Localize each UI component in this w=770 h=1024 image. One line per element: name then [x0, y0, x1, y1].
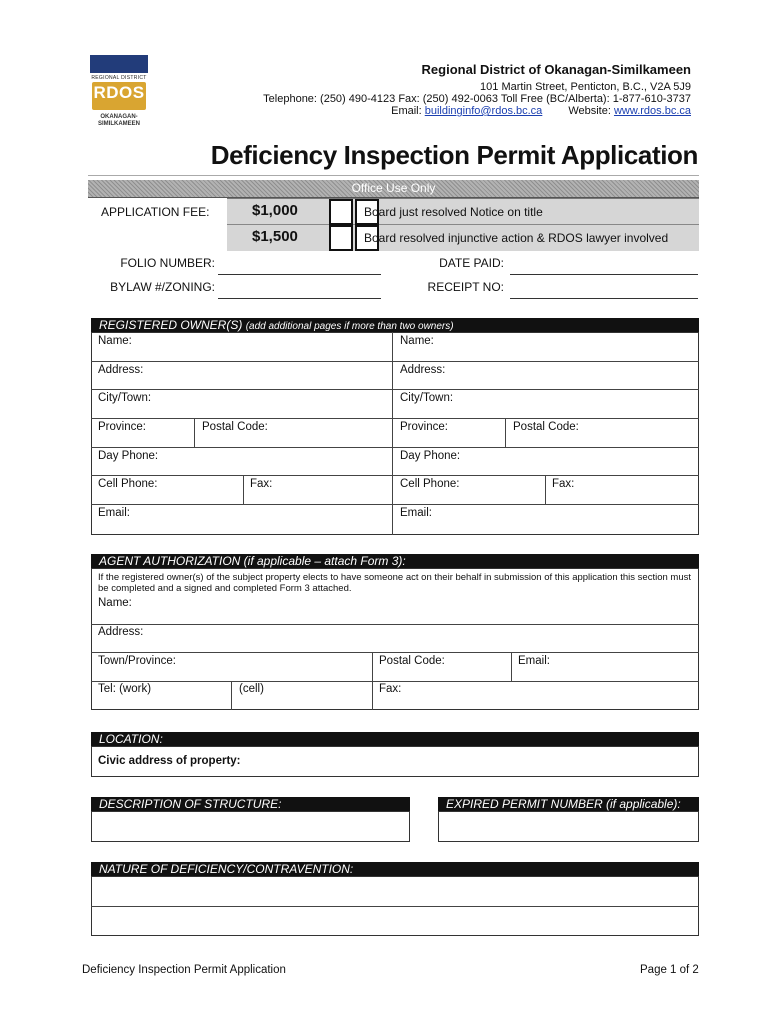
- agent-row-divider: [91, 624, 699, 625]
- owners-row-divider: [91, 361, 699, 362]
- owner1-address-field[interactable]: Address:: [98, 364, 144, 376]
- receipt-no-label: RECEIPT NO:: [427, 280, 504, 294]
- fee-amount-1: $1,000: [252, 202, 298, 219]
- contact-line: [391, 105, 691, 117]
- organization-telephone: Telephone: (250) 490-4123 Fax: (250) 492-0063 Toll Free (BC/Alberta): 1-877-610-3737: [263, 93, 691, 105]
- deficiency-line-divider: [91, 906, 699, 907]
- fee-amount-2: $1,500: [252, 228, 298, 245]
- email-link[interactable]: buildinginfo@rdos.bc.ca: [424, 105, 543, 117]
- agent-row-divider: [91, 652, 699, 653]
- agent-town-field[interactable]: Town/Province:: [98, 655, 176, 667]
- agent-address-field[interactable]: Address:: [98, 626, 144, 638]
- office-use-section: [88, 180, 699, 308]
- owner2-email-field[interactable]: Email:: [400, 507, 432, 519]
- agent-row-divider: [91, 681, 699, 682]
- rdos-logo: [90, 55, 148, 133]
- owner2-day-phone-field[interactable]: Day Phone:: [400, 450, 461, 462]
- agent-postal-field[interactable]: Postal Code:: [379, 655, 445, 667]
- date-paid-field[interactable]: [510, 274, 698, 275]
- owner2-province-field[interactable]: Province:: [400, 421, 448, 433]
- title-divider: [88, 175, 699, 176]
- date-paid-label: DATE PAID:: [439, 256, 504, 270]
- owner1-name-field[interactable]: Name:: [98, 335, 132, 347]
- page-title: Deficiency Inspection Permit Application: [210, 140, 698, 170]
- owner2-fax-divider: [545, 475, 546, 504]
- owners-row-divider: [91, 418, 699, 419]
- bylaw-zoning-field[interactable]: [218, 298, 381, 299]
- structure-description-field[interactable]: [91, 811, 410, 842]
- bylaw-zoning-label: BYLAW #/ZONING:: [110, 280, 215, 294]
- owner2-province-divider: [505, 418, 506, 447]
- agent-name-field[interactable]: Name:: [98, 597, 132, 609]
- organization-address: 101 Martin Street, Penticton, B.C., V2A 5J9: [480, 81, 691, 93]
- owner1-postal-field[interactable]: Postal Code:: [202, 421, 268, 433]
- agent-note: If the registered owner(s) of the subject property elects to have someone act on their behalf in submission of this application this section must be completed and a signed and completed Form 3 attached.: [98, 572, 692, 594]
- agent-fax-field[interactable]: Fax:: [379, 683, 402, 695]
- owners-row-divider: [91, 447, 699, 448]
- agent-cell-field[interactable]: (cell): [239, 683, 264, 695]
- owner2-address-field[interactable]: Address:: [400, 364, 446, 376]
- receipt-no-field[interactable]: [510, 298, 698, 299]
- owners-row-divider: [91, 389, 699, 390]
- fee-checkbox-1[interactable]: [329, 199, 353, 225]
- owner1-province-field[interactable]: Province:: [98, 421, 146, 433]
- owner1-fax-field[interactable]: Fax:: [250, 478, 273, 490]
- owner1-day-phone-field[interactable]: Day Phone:: [98, 450, 159, 462]
- civic-address-field[interactable]: Civic address of property:: [98, 755, 241, 767]
- owners-row-divider: [91, 475, 699, 476]
- organization-name: Regional District of Okanagan-Similkameen: [421, 62, 691, 77]
- logo-subtitle: [90, 114, 148, 128]
- owners-heading-text: REGISTERED OWNER(S): [99, 318, 243, 332]
- fee-description-1: Board just resolved Notice on title: [364, 205, 543, 219]
- owner1-fax-divider: [243, 475, 244, 504]
- logo-band-text: REGIONAL DISTRICT: [91, 75, 147, 81]
- folio-number-field[interactable]: [218, 274, 381, 275]
- fee-checkbox-2[interactable]: [329, 225, 353, 251]
- fee-description-2: Board resolved injunctive action & RDOS lawyer involved: [364, 231, 669, 245]
- location-section-heading: LOCATION:: [91, 732, 699, 746]
- website-link[interactable]: www.rdos.bc.ca: [613, 105, 691, 117]
- owners-heading-note: (add additional pages if more than two owners): [245, 321, 454, 332]
- footer-document-name: Deficiency Inspection Permit Application: [82, 964, 286, 976]
- office-use-heading: Office Use Only: [351, 181, 436, 195]
- agent-email-divider: [511, 652, 512, 681]
- agent-email-field[interactable]: Email:: [518, 655, 550, 667]
- owners-section-heading: [91, 318, 699, 332]
- mountain-band-icon: [90, 55, 148, 73]
- owner1-email-field[interactable]: Email:: [98, 507, 130, 519]
- expired-permit-heading: EXPIRED PERMIT NUMBER (if applicable):: [438, 797, 699, 811]
- email-label: Email:: [391, 105, 425, 117]
- application-fee-label: APPLICATION FEE:: [101, 205, 210, 219]
- deficiency-section-heading: NATURE OF DEFICIENCY/CONTRAVENTION:: [91, 862, 699, 876]
- owner2-cell-phone-field[interactable]: Cell Phone:: [400, 478, 460, 490]
- footer-page-number: Page 1 of 2: [640, 964, 699, 976]
- logo-letters: RDOS: [93, 83, 145, 102]
- fee-divider: [227, 224, 699, 225]
- owner1-province-divider: [194, 418, 195, 447]
- folio-number-label: FOLIO NUMBER:: [120, 256, 215, 270]
- agent-tel-work-field[interactable]: Tel: (work): [98, 683, 152, 695]
- owner2-postal-field[interactable]: Postal Code:: [513, 421, 579, 433]
- expired-permit-field[interactable]: [438, 811, 699, 842]
- owner2-name-field[interactable]: Name:: [400, 335, 434, 347]
- logo-sub-line2: SIMILKAMEEN: [98, 121, 140, 127]
- owner2-city-field[interactable]: City/Town:: [400, 392, 454, 404]
- structure-section-heading: DESCRIPTION OF STRUCTURE:: [91, 797, 410, 811]
- logo-sub-line1: OKANAGAN-: [100, 114, 138, 120]
- website-label: Website:: [568, 105, 614, 117]
- agent-cell-divider: [231, 681, 232, 710]
- owner1-cell-phone-field[interactable]: Cell Phone:: [98, 478, 158, 490]
- owner1-city-field[interactable]: City/Town:: [98, 392, 152, 404]
- agent-section-heading: AGENT AUTHORIZATION (if applicable – attach Form 3):: [91, 554, 699, 568]
- owner2-fax-field[interactable]: Fax:: [552, 478, 575, 490]
- owners-row-divider: [91, 504, 699, 505]
